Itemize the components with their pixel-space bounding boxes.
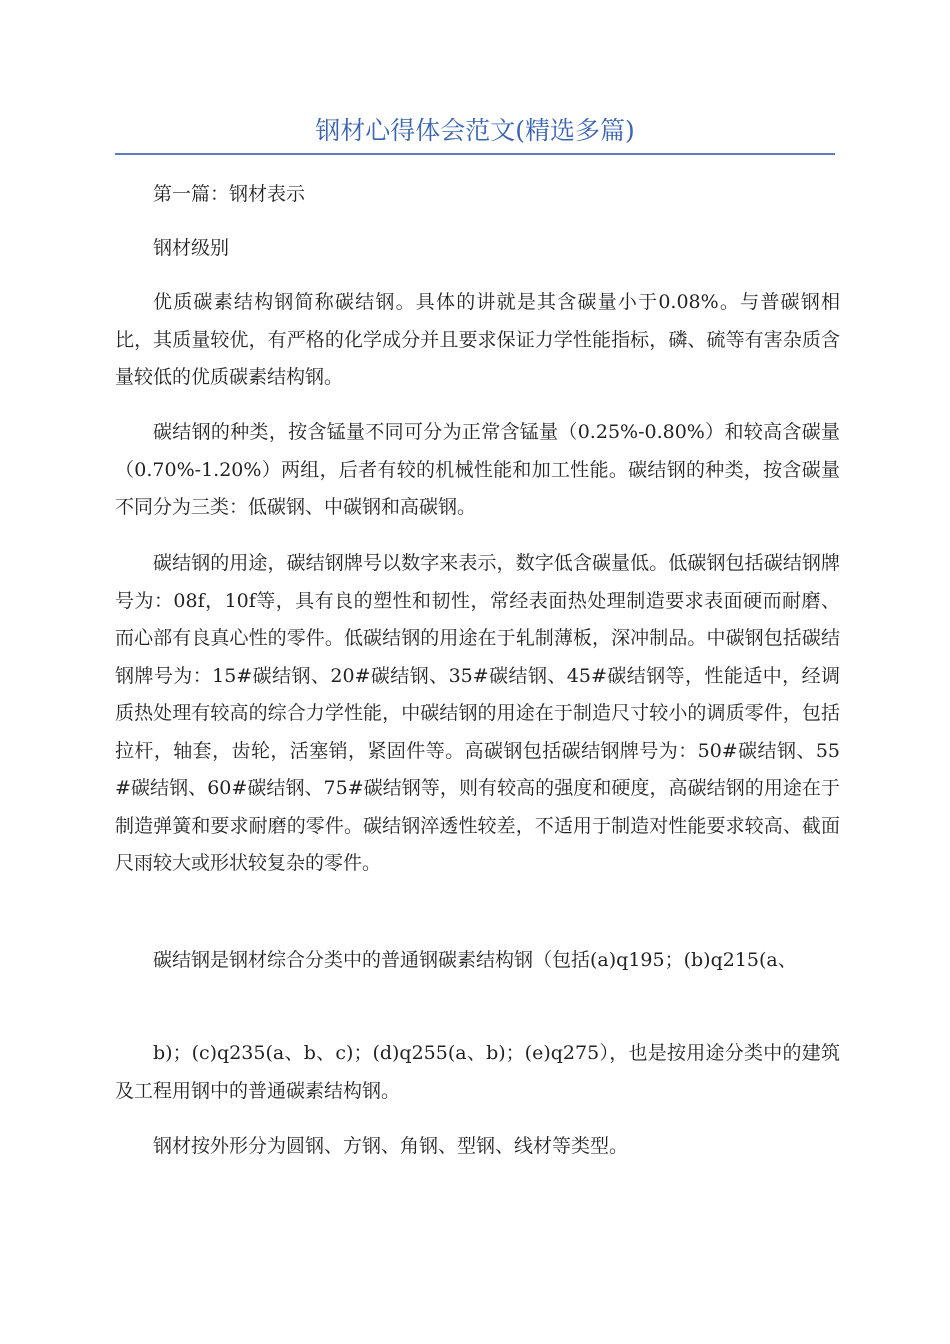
paragraph-steel-classification-b: b)；(c)q235(a、b、c)；(d)q255(a、b)；(e)q275），也是按用途分类中的建筑及工程用钢中的普通碳素结构钢。	[115, 1042, 840, 1102]
paragraph-carbon-steel-uses: 碳结钢的用途，碳结钢牌号以数字来表示，数字低含碳量低。低碳钢包括碳结钢牌号为：08f，10f等，具有良的塑性和韧性，常经表面热处理制造要求表面硬而耐磨、而心部有良真心性的零件。低碳结钢的用途在于轧制薄板，深冲制品。中碳钢包括碳结钢牌号为：15#碳结钢、20#碳结钢、35#碳结钢、45#碳结钢等，性能适中，经调质热处理有较高的综合力学性能，中碳结钢的用途在于制造尺寸较小的调质零件，包括拉杆，轴套，齿轮，活塞销，紧固件等。高碳钢包括碳结钢牌号为：50#碳结钢、55#碳结钢、60#碳结钢、75#碳结钢等，则有较高的强度和硬度，高碳结钢的用途在于制造弹簧和要求耐磨的零件。碳结钢淬透性较差，不适用于制造对性能要求较高、截面尺雨较大或形状较复杂的零件。	[115, 552, 840, 874]
section-heading: 第一篇：钢材表示	[153, 183, 306, 205]
title-underline	[115, 153, 835, 155]
paragraph-steel-shapes: 钢材按外形分为圆钢、方钢、角钢、型钢、线材等类型。	[153, 1135, 629, 1157]
subsection-heading: 钢材级别	[153, 237, 230, 259]
paragraph-carbon-steel-types: 碳结钢的种类，按含锰量不同可分为正常含锰量（0.25%-0.80%）和较高含碳量（0.70%-1.20%）两组，后者有较的机械性能和加工性能。碳结钢的种类，按含碳量不同分为三类：低碳钢、中碳钢和高碳钢。	[115, 421, 840, 518]
paragraph-steel-classification-a: 碳结钢是钢材综合分类中的普通钢碳素结构钢（包括(a)q195；(b)q215(a、	[153, 949, 797, 971]
document-title: 钢材心得体会范文(精选多篇)	[315, 116, 635, 145]
paragraph-carbon-steel-definition: 优质碳素结构钢简称碳结钢。具体的讲就是其含碳量小于0.08%。与普碳钢相比，其质量较优，有严格的化学成分并且要求保证力学性能指标，磷、硫等有害杂质含量较低的优质碳素结构钢。	[115, 291, 840, 388]
